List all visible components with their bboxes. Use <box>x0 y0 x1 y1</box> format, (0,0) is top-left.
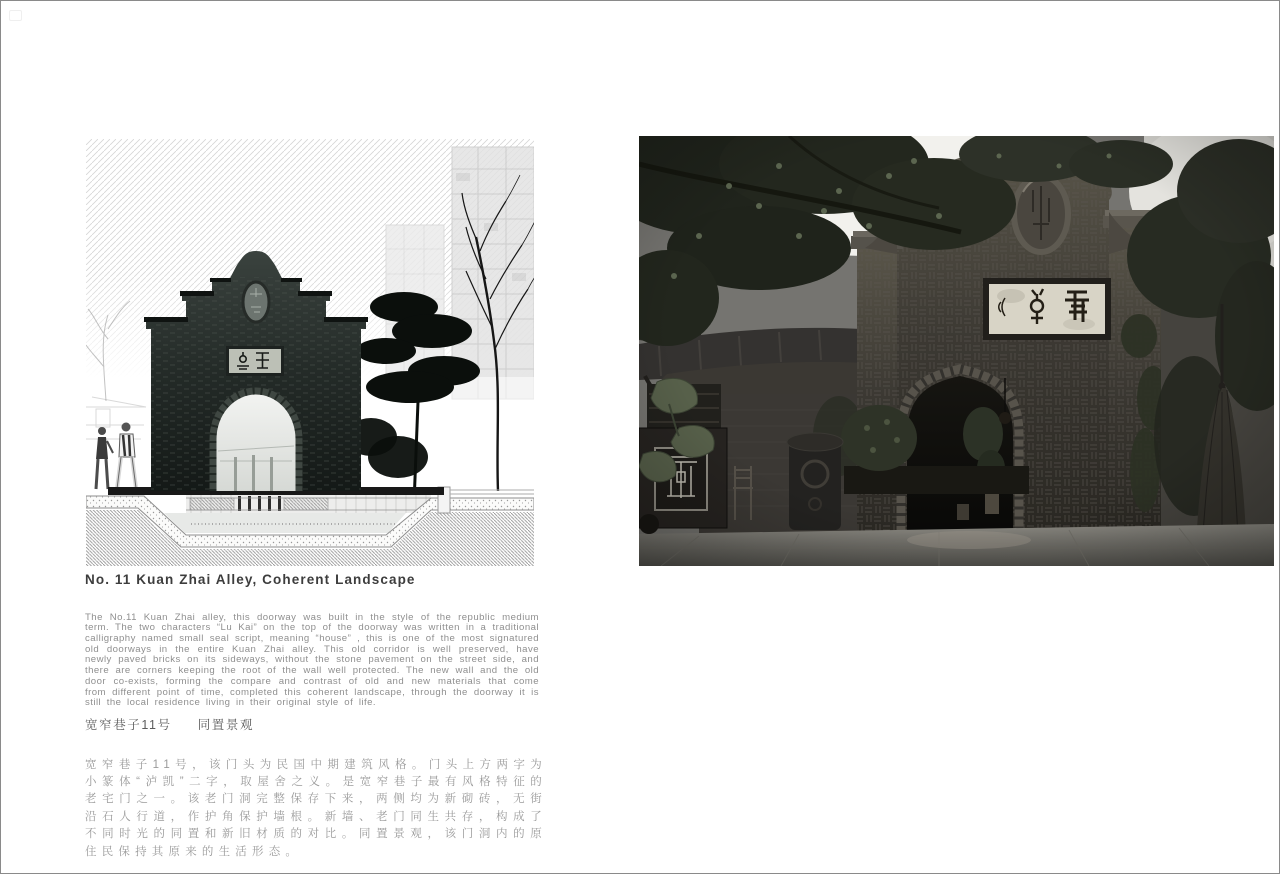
chinese-description-paragraph: 宽窄巷子11号，该门头为民国中期建筑风格。门头上方两字为小篆体“泸凯”二字，取屋舍之义。是宽窄巷子最有风格特征的老宅门之一。该老门洞完整保存下来，两侧均为新砌砖，无街沿石人行道，作护角保护墙根。新墙、老门同生共存，构成了不同时光的同置和新旧材质的对比。同置景观，该门洞内的原住民保持其原来的生活形态。 <box>85 758 547 858</box>
gate-plaque <box>226 346 284 376</box>
chinese-heading-project: 宽窄巷子11号 <box>85 718 172 732</box>
gate-photograph-figure <box>639 136 1274 566</box>
chinese-heading <box>85 715 545 733</box>
arch-opening <box>216 394 296 491</box>
corner-watermark <box>9 10 22 21</box>
section-drawing <box>86 487 534 566</box>
photo-vignette <box>639 136 1274 566</box>
figure-title-english: No. 11 Kuan Zhai Alley, Coherent Landscape <box>85 572 416 587</box>
chinese-heading-concept: 同置景观 <box>197 718 255 732</box>
elevation-collage-figure <box>86 139 534 566</box>
english-description-paragraph: The No.11 Kuan Zhai alley, this doorway was built in the style of the republic medium term. The two characters “Lu Kai” on the top of the doorway was written in a traditional calligraphy named small seal script, meaning “house” , this is one of the most signatured old doorways in the entire Kuan Zhai alley. This old corridor is well preserved, have newly paved bricks on its sideways, without the stone pavement on the street side, and there are corners keeping the root of the wall well protected. The new wall and the old door co-exists, forming the compare and contrast of old and new materials that come from different point of time, completed this coherent landscape, through the doorway it is still the local residence living in their original style of life. <box>85 611 539 709</box>
